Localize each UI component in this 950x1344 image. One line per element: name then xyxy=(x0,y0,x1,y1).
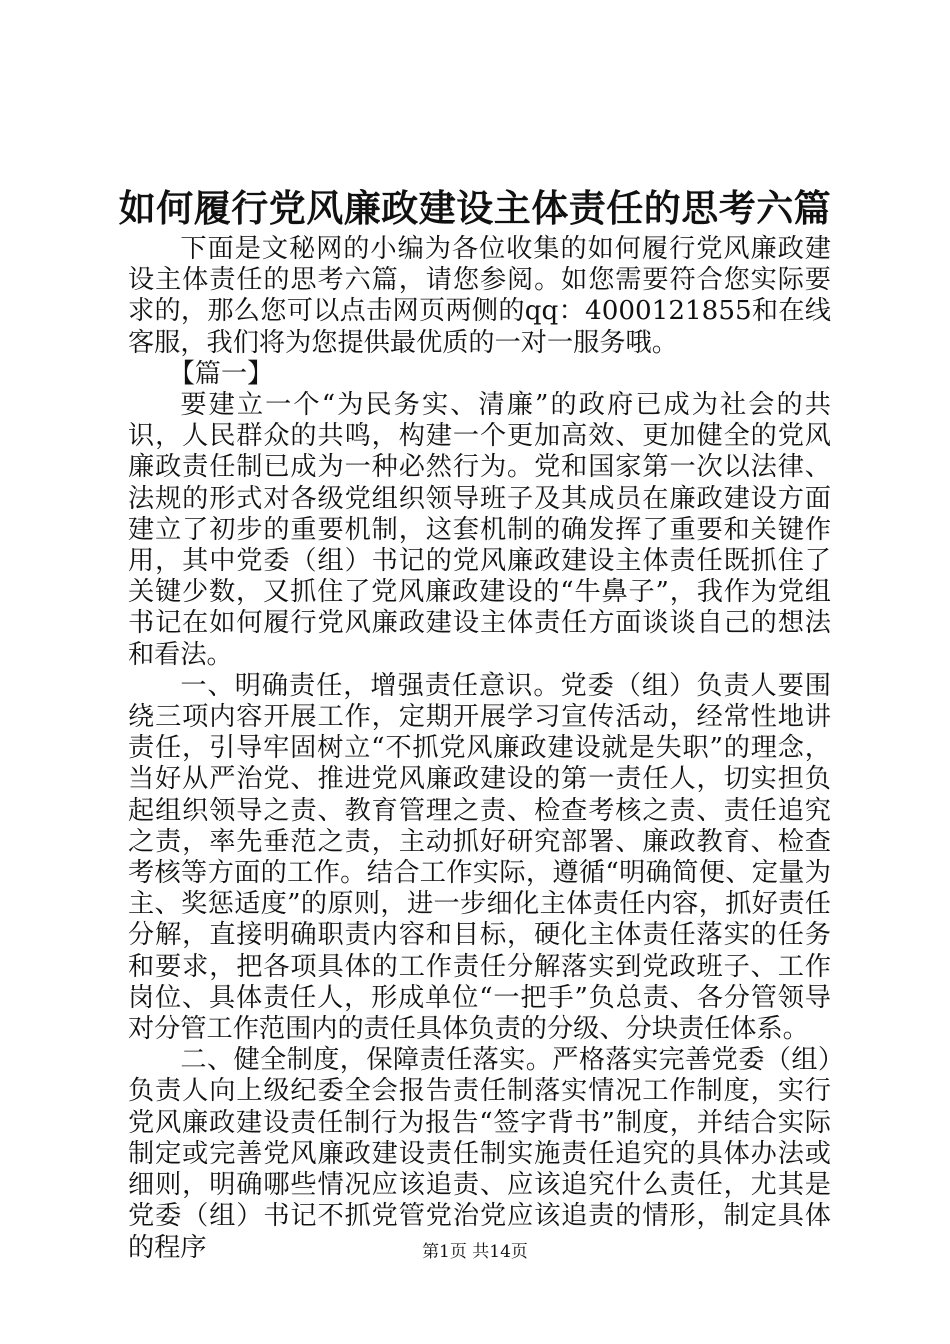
document-title: 如何履行党风廉政建设主体责任的思考六篇 xyxy=(118,186,832,230)
body-paragraph: 要建立一个“为民务实、清廉”的政府已成为社会的共识，人民群众的共鸣，构建一个更加高效、更加健全的党风廉政责任制已成为一种必然行为。党和国家第一次以法律、法规的形式对各级党组织领导班子及其成员在廉政建设方面建立了初步的重要机制，这套机制的确发挥了重要和关键作用，其中党委（组）书记的党风廉政建设主体责任既抓住了关键少数，又抓住了党风廉政建设的“牛鼻子”，我作为党组书记在如何履行党风廉政建设主体责任方面谈谈自己的想法和看法。 xyxy=(128,390,831,670)
body-paragraph: 一、明确责任，增强责任意识。党委（组）负责人要围绕三项内容开展工作，定期开展学习宣传活动，经常性地讲责任，引导牢固树立“不抓党风廉政建设就是失职”的理念，当好从严治党、推进党风廉政建设的第一责任人，切实担负起组织领导之责、教育管理之责、检查考核之责、责任追究之责，率先垂范之责，主动抓好研究部署、廉政教育、检查考核等方面的工作。结合工作实际，遵循“明确简便、定量为主、奖惩适度”的原则，进一步细化主体责任内容，抓好责任分解，直接明确职责内容和目标，硬化主体责任落实的任务和要求，把各项具体的工作责任分解落实到党政班子、工作岗位、具体责任人，形成单位“一把手”负总责、各分管领导对分管工作范围内的责任具体负责的分级、分块责任体系。 xyxy=(128,670,831,1045)
document-body xyxy=(128,234,831,1264)
page-number-footer: 第1页 共14页 xyxy=(422,1242,528,1262)
body-paragraph: 二、健全制度，保障责任落实。严格落实完善党委（组）负责人向上级纪委全会报告责任制落实情况工作制度，实行党风廉政建设责任制行为报告“签字背书”制度，并结合实际制定或完善党风廉政建设责任制实施责任追究的具体办法或细则，明确哪些情况应该追责、应该追究什么责任，尤其是党委（组）书记不抓党管党治党应该追责的情形，制定具体的程序 xyxy=(128,1045,831,1263)
section-heading-part-one: 【篇一】 xyxy=(168,358,274,389)
intro-paragraph: 下面是文秘网的小编为各位收集的如何履行党风廉政建设主体责任的思考六篇，请您参阅。如您需要符合您实际要求的，那么您可以点击网页两侧的qq：4000121855和在线客服，我们将为您提供最优质的一对一服务哦。 xyxy=(128,234,831,358)
